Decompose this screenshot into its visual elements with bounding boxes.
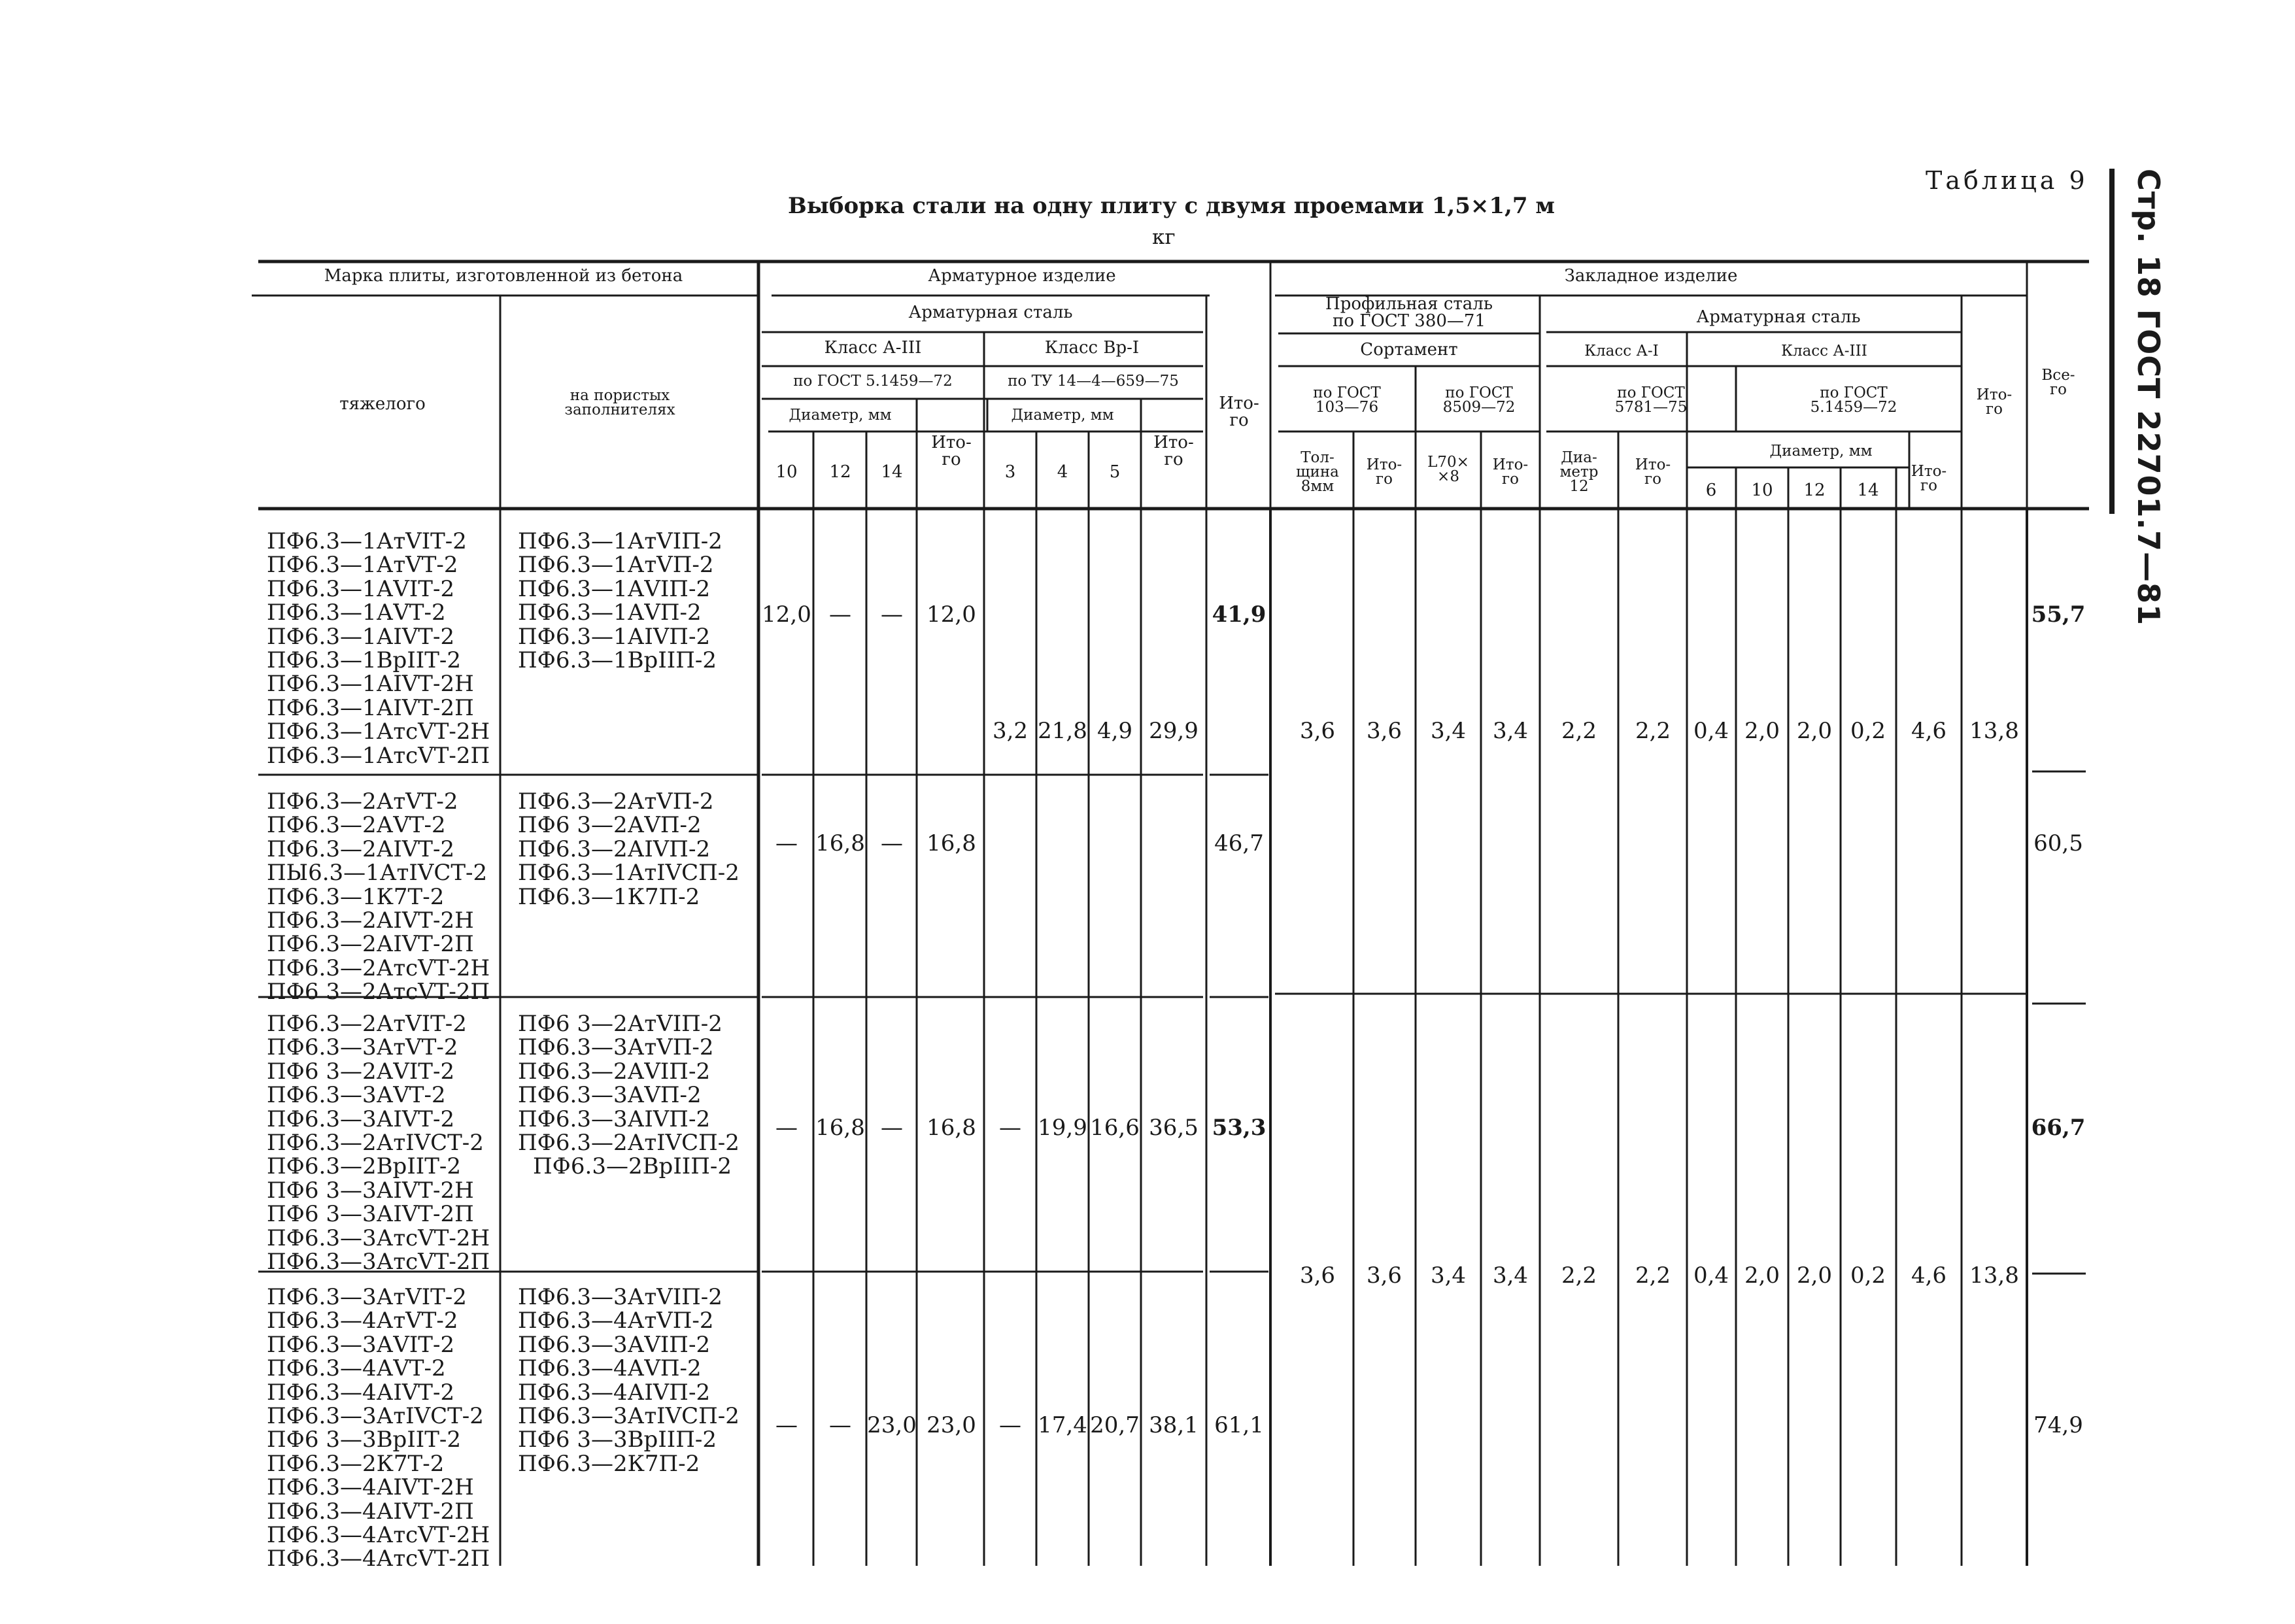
a3-total-value: 23,0 [926,1412,976,1438]
porous-mark: ПФ6.3—1АтIVСП-2 [518,860,740,887]
heavy-mark: ПФ6.3—2АIVТ-2П [267,931,474,958]
angle-header-line-1: L70× [1427,454,1469,471]
vr1-total-header-line-1: Ито- [1153,433,1194,452]
diam-a3-14: 14 [881,462,903,482]
diameter-12-header-line-1: Диа- [1561,449,1597,466]
heavy-mark: ПФ6.3—2АIVТ-2Н [267,907,474,934]
porous-mark: ПФ6.3—4АIVП-2 [518,1379,711,1406]
gost-5781-header-line-1: по ГОСТ [1617,384,1685,401]
porous-mark: ПФ6.3—4АVП-2 [518,1355,702,1382]
vr1-d3-value: 3,2 [992,718,1028,744]
heavy-mark: ПФ6.3—3АVIТ-2 [267,1331,455,1358]
embedded-value: 2,0 [1796,1262,1833,1289]
armature-total-header-line-1: Ито- [1219,394,1259,413]
heavy-mark: ПФ6.3—1АтVТ-2 [267,552,458,579]
heavy-mark: ПФ6.3—4АтVТ-2 [267,1308,458,1334]
class-a1-header: Класс А-I [1584,343,1659,360]
gost-5-1459-header: по ГОСТ 5.1459—72 [793,373,953,390]
gost-5781-header-line-2: 5781—75 [1614,399,1688,416]
embedded-value: 4,6 [1911,1262,1947,1289]
porous-mark: ПФ6.3—3АтVП-2 [518,1034,714,1061]
diameter-vr1-header: Диаметр, мм [1011,407,1114,424]
profile-8509-total-header-line-2: го [1502,471,1519,488]
heavy-mark: ПФ6.3—2АтсVТ-2Н [267,955,490,981]
heavy-mark: ПФ6.3—3АVТ-2 [267,1082,446,1109]
heavy-mark: ПФ6.3—2АVТ-2 [267,812,446,839]
heavy-mark: ПФ6.3—3АтсVТ-2П [267,1249,490,1275]
heavy-mark: ПФ6.3—1АтсVТ-2Н [267,719,490,745]
heavy-mark: ПФ6.3—4АVТ-2 [267,1355,446,1382]
grand-total-value: 60,5 [2033,830,2083,856]
class-vr1-header: Класс Вр-I [1044,338,1140,358]
diam-vr1-3: 3 [1004,462,1016,482]
heavy-mark: ПФ6.3—2АтVIТ-2 [267,1011,467,1037]
profile-steel-header-line-2: по ГОСТ 380—71 [1333,311,1486,331]
armature-steel-header: Арматурная сталь [908,303,1073,322]
porous-mark: ПФ6.3—2АтVП-2 [518,788,714,815]
diam-a3-10: 10 [775,462,798,482]
heavy-mark: ПФ6.3—3АтIVСТ-2 [267,1403,484,1429]
heavy-mark: ПФ6.3—1АIVТ-2Н [267,671,474,698]
a3-d10-value: — [775,830,798,856]
emb-sum-header-line-2: го [1920,477,1937,494]
heavy-mark: ПФ6.3—1АVТ-2 [267,600,446,626]
a3-d10-value: — [775,1115,798,1141]
porous-mark: ПФ6.3—1АVIП-2 [518,575,711,602]
porous-mark: ПФ6.3—1АтVП-2 [518,552,714,579]
porous-header-line-2: заполнителях [564,401,675,418]
vr1-d4-value: 21,8 [1038,718,1087,744]
diam-vr1-4: 4 [1057,462,1068,482]
heavy-mark: ПФ6.3—1АVIТ-2 [267,575,455,602]
vr1-d5-value: 20,7 [1090,1412,1140,1438]
table-number: Таблица 9 [1926,166,2088,195]
embedded-value: 0,4 [1693,1262,1729,1289]
armature-total-value: 61,1 [1214,1412,1264,1438]
embedded-total-header-line-2: го [1986,401,2003,418]
embedded-value: 3,4 [1430,718,1467,744]
emb-sum-header-line-1: Ито- [1911,463,1947,480]
diameter-emb-header: Диаметр, мм [1769,443,1873,460]
embedded-value: 0,2 [1850,1262,1886,1289]
profile-steel-header-line-1: Профильная сталь [1325,294,1493,314]
embedded-value: 2,2 [1561,718,1597,744]
diameter-a3-header: Диаметр, мм [789,407,892,424]
a3-d14-value: — [881,1115,903,1141]
gost-103-header-line-1: по ГОСТ [1313,384,1381,401]
heavy-mark: ПФ6.3—4АIVТ-2П [267,1498,474,1525]
embedded-value: 13,8 [1969,718,2019,744]
thickness-header-line-1: Тол- [1300,449,1334,466]
diam-a3-12: 12 [829,462,851,482]
vr1-d5-value: 16,6 [1090,1115,1140,1141]
heavy-mark: ПФ6.3—3АтсVТ-2Н [267,1225,490,1251]
profile-103-total-header-line-2: го [1376,471,1393,488]
grand-total-value: 66,7 [2031,1115,2086,1141]
porous-header-line-1: на пористых [570,387,670,404]
embedded-value: 2,2 [1635,1262,1671,1289]
grand-total-header-line-2: го [2050,381,2067,398]
tu-header: по ТУ 14—4—659—75 [1008,373,1179,390]
a3-d12-value: 16,8 [815,830,865,856]
porous-mark: ПФ6.3—1ВрIIП-2 [518,647,717,673]
page-header-text: Стр. 18 ГОСТ 22701.7—81 [2131,169,2166,626]
vr1-d4-value: 17,4 [1038,1412,1087,1438]
emb-armature-steel-header: Арматурная сталь [1696,307,1861,327]
heavy-mark: ПФ6 3—2АVIТ-2 [267,1058,455,1085]
vr1-d5-value: 4,9 [1096,718,1133,744]
profile-8509-total-header-line-1: Ито- [1492,456,1529,473]
porous-mark: ПФ6 3—3ВрIIП-2 [518,1427,717,1453]
units-label: кг [1152,226,1176,249]
heavy-mark: ПЫ6.3—1АтIVСТ-2 [267,860,488,887]
embedded-value: 2,2 [1635,718,1671,744]
diam-emb-14: 14 [1857,481,1879,500]
a3-total-header-line-2: го [942,450,961,469]
a3-total-value: 12,0 [926,601,976,628]
embedded-value: 13,8 [1969,1262,2019,1289]
gost-5-1459-b-header-line-1: по ГОСТ [1820,384,1888,401]
armature-product-header: Арматурное изделие [928,266,1116,286]
a3-total-value: 16,8 [926,830,976,856]
porous-mark: ПФ6.3—1АVП-2 [518,600,702,626]
porous-mark: ПФ6.3—3АVП-2 [518,1082,702,1109]
a1-total-header-line-2: го [1644,471,1661,488]
class-a3-header: Класс А-III [824,338,922,358]
a3-d12-value: 16,8 [815,1115,865,1141]
table-title: Выборка стали на одну плиту с двумя проемами 1,5×1,7 м [788,193,1555,219]
heavy-mark: ПФ6 3—3ВрIIТ-2 [267,1427,461,1453]
class-a3-emb-header: Класс А-III [1781,343,1867,360]
heavy-mark: ПФ6.3—2К7Т-2 [267,1450,445,1477]
embedded-value: 0,2 [1850,718,1886,744]
a3-d12-value: — [829,1412,851,1438]
vr1-total-value: 36,5 [1149,1115,1198,1141]
heavy-mark: ПФ6.3—2АтIVСТ-2 [267,1130,484,1156]
gost-103-header-line-2: 103—76 [1315,399,1379,416]
heavy-mark: ПФ6.3—1АтсVТ-2П [267,742,490,769]
embedded-value: 4,6 [1911,718,1947,744]
heavy-mark: ПФ6 3—2АтсVТ-2П [267,979,490,1006]
embedded-value: 3,6 [1299,718,1336,744]
porous-mark: ПФ6.3—2АVIП-2 [518,1058,711,1085]
porous-mark: ПФ6.3—2АIVП-2 [518,836,711,862]
porous-mark: ПФ6 3—2АтVIП-2 [518,1011,722,1037]
porous-mark: ПФ6.3—1АтVIП-2 [518,528,722,554]
armature-total-header-line-2: го [1229,411,1249,430]
porous-mark: ПФ6.3—2К7П-2 [518,1450,700,1477]
vr1-total-value: 38,1 [1149,1412,1198,1438]
diam-emb-12: 12 [1803,481,1826,500]
embedded-value: 2,0 [1796,718,1833,744]
armature-total-value: 46,7 [1214,830,1264,856]
heavy-mark: ПФ6.3—1АтVIТ-2 [267,528,467,554]
armature-total-value: 53,3 [1212,1115,1266,1141]
porous-mark: ПФ6.3—3АтIVСП-2 [518,1403,740,1429]
porous-mark: ПФ6.3—3АVIП-2 [518,1331,711,1358]
vr1-d3-value: — [999,1115,1021,1141]
embedded-value: 2,0 [1744,1262,1780,1289]
gost-8509-header-line-2: 8509—72 [1442,399,1516,416]
heavy-mark: ПФ6.3—3АтVТ-2 [267,1034,458,1061]
diam-vr1-5: 5 [1109,462,1121,482]
angle-header-line-2: ×8 [1437,468,1459,485]
heavy-mark: ПФ6.3—3АтVIТ-2 [267,1284,467,1310]
mark-header: Марка плиты, изготовленной из бетона [324,266,683,286]
armature-total-value: 41,9 [1212,601,1266,628]
porous-mark: ПФ6.3—2ВрIIП-2 [533,1153,732,1180]
grand-total-header-line-1: Все- [2041,367,2075,384]
assortment-header: Сортамент [1360,340,1458,360]
grand-total-value: 74,9 [2033,1412,2083,1438]
heavy-mark: ПФ6.3—3АIVТ-2 [267,1106,455,1132]
grand-total-value: 55,7 [2031,601,2086,628]
embedded-value: 3,6 [1366,1262,1402,1289]
heavy-mark: ПФ6.3—1АIVТ-2 [267,623,455,650]
heavy-mark: ПФ6.3—2АтVТ-2 [267,788,458,815]
heavy-mark: ПФ6.3—4АIVТ-2Н [267,1474,474,1501]
vr1-total-header-line-2: го [1164,450,1183,469]
gost-8509-header-line-1: по ГОСТ [1445,384,1513,401]
heavy-mark: ПФ6.3—4АтсVТ-2П [267,1546,490,1572]
diameter-12-header-line-2: метр [1559,464,1599,481]
embedded-value: 2,2 [1561,1262,1597,1289]
gost-5-1459-b-header-line-2: 5.1459—72 [1810,399,1897,416]
embedded-total-header-line-1: Ито- [1976,386,2013,403]
heavy-mark: ПФ6 3—3АIVТ-2Н [267,1177,474,1204]
a1-total-header-line-1: Ито- [1635,456,1671,473]
a3-total-value: 16,8 [926,1115,976,1141]
heavy-mark: ПФ6.3—1ВрIIТ-2 [267,647,461,673]
heavy-mark: ПФ6.3—4АIVТ-2 [267,1379,455,1406]
embedded-value: 3,6 [1366,718,1402,744]
a3-d14-value: 23,0 [867,1412,917,1438]
embedded-product-header: Закладное изделие [1564,266,1738,286]
porous-mark: ПФ6.3—4АтVП-2 [518,1308,714,1334]
heavy-mark: ПФ6 3—3АIVТ-2П [267,1201,474,1228]
porous-mark: ПФ6.3—3АIVП-2 [518,1106,711,1132]
heavy-mark: ПФ6.3—4АтсVТ-2Н [267,1522,490,1548]
embedded-value: 3,4 [1492,1262,1529,1289]
heavy-mark: ПФ6.3—1К7Т-2 [267,883,445,910]
a3-d10-value: — [775,1412,798,1438]
porous-mark: ПФ6 3—2АVП-2 [518,812,702,839]
a3-total-header-line-1: Ито- [931,433,972,452]
heavy-mark: ПФ6.3—2АIVТ-2 [267,836,455,862]
embedded-value: 3,4 [1430,1262,1467,1289]
porous-mark: ПФ6.3—2АтIVСП-2 [518,1130,740,1156]
embedded-value: 3,6 [1299,1262,1336,1289]
diam-emb-10: 10 [1751,481,1773,500]
diam-emb-6: 6 [1705,481,1717,500]
a3-d10-value: 12,0 [762,601,811,628]
thickness-header-line-3: 8мм [1300,478,1334,495]
embedded-value: 0,4 [1693,718,1729,744]
porous-mark: ПФ6.3—3АтVIП-2 [518,1284,722,1310]
vr1-d4-value: 19,9 [1038,1115,1087,1141]
porous-mark: ПФ6.3—1АIVП-2 [518,623,711,650]
a3-d12-value: — [829,601,851,628]
heavy-mark: ПФ6.3—1АIVТ-2П [267,694,474,721]
thickness-header-line-2: щина [1296,464,1339,481]
vr1-d3-value: — [999,1412,1021,1438]
vr1-total-value: 29,9 [1149,718,1198,744]
heavy-mark: ПФ6.3—2ВрIIТ-2 [267,1153,461,1180]
profile-103-total-header-line-1: Ито- [1366,456,1402,473]
heavy-header: тяжелого [339,394,426,414]
embedded-value: 3,4 [1492,718,1529,744]
porous-mark: ПФ6.3—1К7П-2 [518,883,700,910]
a3-d14-value: — [881,601,903,628]
embedded-value: 2,0 [1744,718,1780,744]
a3-d14-value: — [881,830,903,856]
diameter-12-header-line-3: 12 [1569,478,1589,495]
